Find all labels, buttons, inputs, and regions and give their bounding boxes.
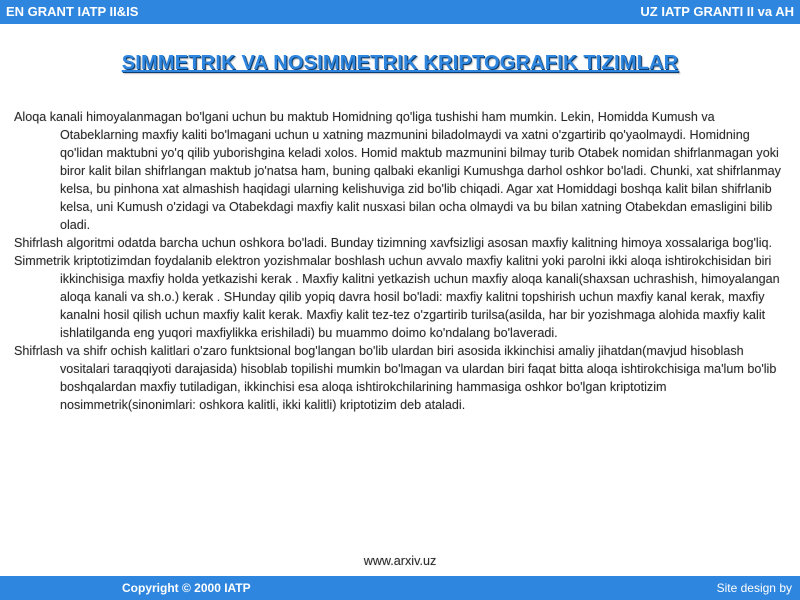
footer-bar [0, 576, 800, 600]
header-right-text: UZ IATP GRANTI II va AH [640, 4, 794, 19]
copyright-text: Copyright © 2000 IATP [122, 581, 251, 595]
body-text [14, 108, 794, 414]
page-title: SIMMETRIK VA NOSIMMETRIK KRIPTOGRAFIK TIZIMLAR [121, 52, 679, 74]
paragraph: Simmetrik kriptotizimdan foydalanib elektron yozishmalar boshlash uchun avvalo maxfiy kalitni yoki parolni ikki aloqa ishtirokchisidan biri ikkinchisiga maxfiy holda yetkazishi kerak . Maxfiy kalitni yetkazish uchun maxfiy aloqa kanali(shaxsan uchrashish, himoyalangan aloqa kanali va sh.o.) kerak . SHunday qilib yopiq davra hosil bo'ladi: maxfiy kalitni topshirish uchun maxfiy kanal kerak, maxfiy kanalni hosil qilish uchun maxfiy kalit kerak. Maxfiy kalit tez-tez o'zgartirib turilsa(asilda, har bir yozishmaga alohida maxfiy kalit ishlatilganda eng yuqori maxfiylikka erishiladi) bu muammo doimo ko'ndalang bo'laveradi. [14, 254, 780, 340]
paragraph: Aloqa kanali himoyalanmagan bo'lgani uchun bu maktub Homidning qo'liga tushishi ham mumkin. Lekin, Homidda Kumush va Otabeklarning maxfiy kaliti bo'lmagani uchun u xatning mazmunini biladolmaydi va xatni o'zgartirib qo'yaolmaydi. Homidning qo'lidan maktubni yo'q qilib yuborishgina keladi xolos. Homid maktub mazmunini bilmay turib Otabek nomidan shifrlanmagan yoki biror kalit bilan shifrlangan maktub jo'natsa ham, buning qalbaki ekanligi Kumushga darhol oshkor bo'ladi. Chunki, xat shifrlanmay kelsa, bu pinhona xat almashish haqidagi ularning kelishuviga zid bo'lib chiqadi. Agar xat Homiddagi boshqa kalit bilan shifrlanib kelsa, uni Kumush o'zidagi va Otabekdagi maxfiy kalit nusxasi bilan ocha olmaydi va bu bilan xatning Otabekdan emasligini bilib oladi. [14, 110, 781, 232]
header-left-text: EN GRANT IATP II&IS [6, 4, 139, 19]
paragraph: Shifrlash va shifr ochish kalitlari o'zaro funktsional bog'langan bo'lib ulardan biri asosida ikkinchisi amaliy jihatdan(mavjud hisoblash vositalari taraqqiyoti darajasida) hisoblab topilishi mumkin bo'lmagan va ulardan biri faqat bitta aloqa ishtirokchisiga ma'lum bo'lib boshqalardan maxfiy tutiladigan, ikkinchisi esa aloqa ishtirokchilarining hammasiga oshkor bo'lgan kriptotizim nosimmetrik(sinonimlari: oshkora kalitli, ikki kalitli) kriptotizim deb ataladi. [14, 344, 777, 412]
header-bar [0, 0, 800, 24]
paragraph: Shifrlash algoritmi odatda barcha uchun oshkora bo'ladi. Bunday tizimning xavfsizligi asosan maxfiy kalitning himoya xossalariga bog'liq. [14, 236, 773, 250]
website-link[interactable]: www.arxiv.uz [363, 554, 437, 568]
site-design-text: Site design by [716, 581, 792, 595]
